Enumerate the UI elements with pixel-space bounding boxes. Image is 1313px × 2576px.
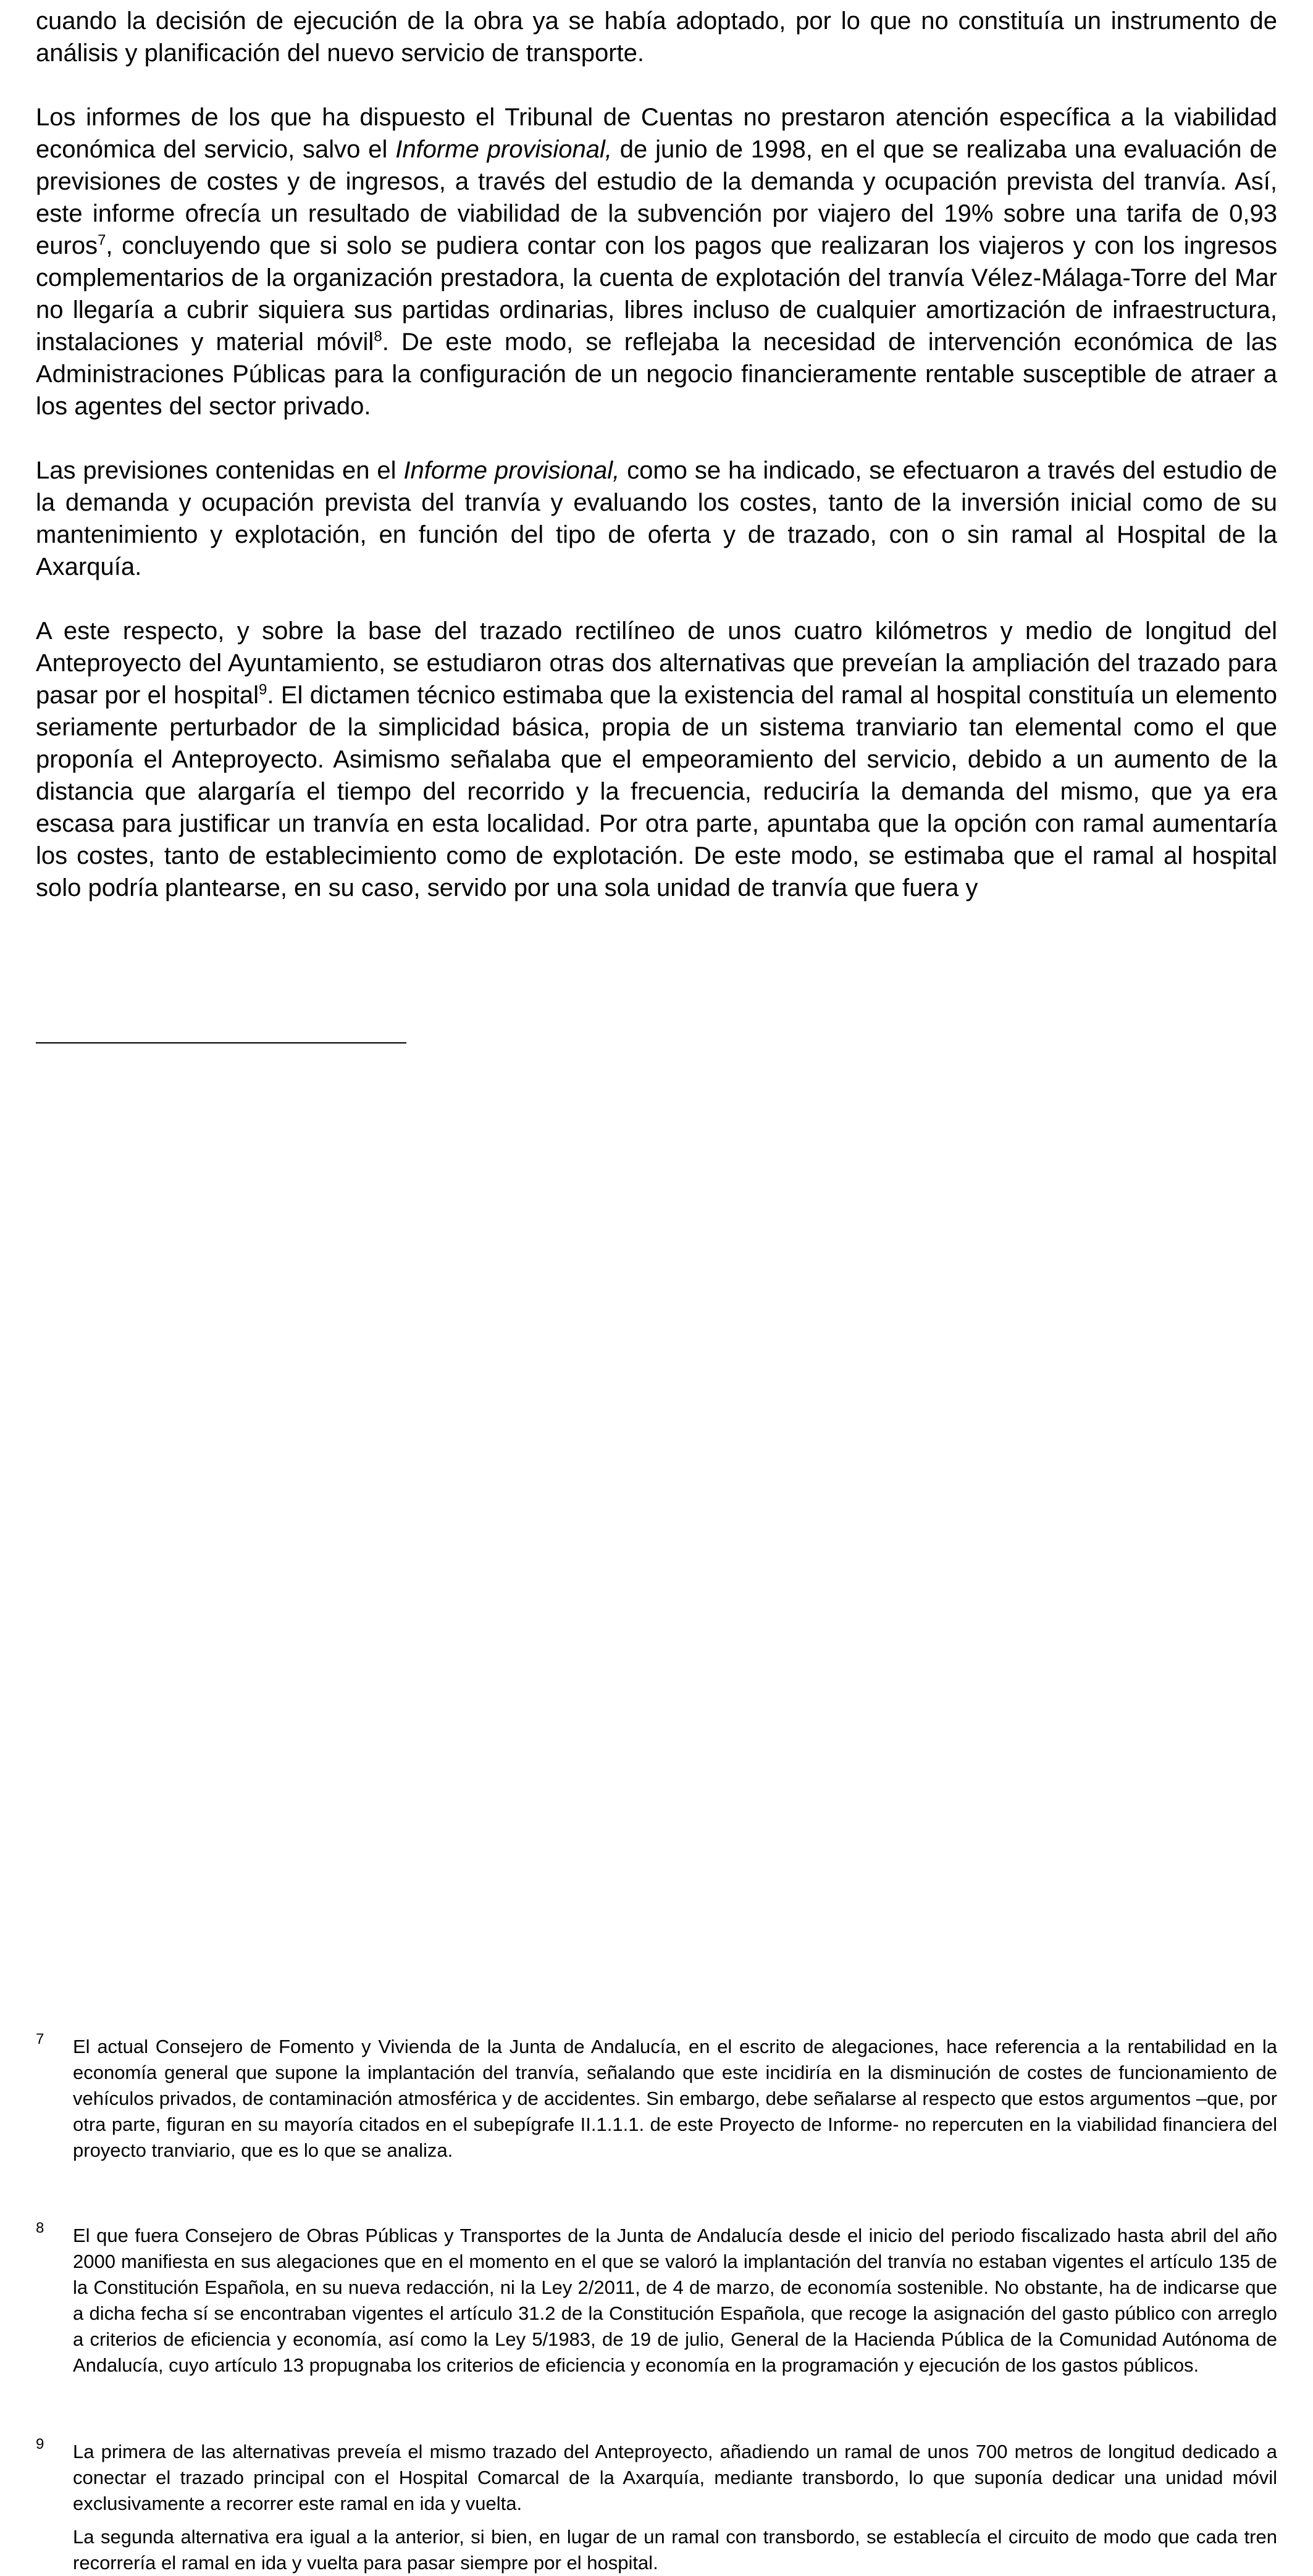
text-run: de junio de 1998, en el que se realizaba una evaluación de previsiones de costes y de ingresos, a través del estudio de la demanda y ocupación prevista del tranvía. Así, este informe ofrecía un resultado de viabilidad de la subvención por viajero del 19% sobre una tarifa de 0,93 euros xyxy=(36,136,1277,259)
footnote-paragraph: La segunda alternativa era igual a la anterior, si bien, en lugar de un ramal con transbordo, se establecía el circuito de modo que cada tren recorrería el ramal en ida y vuelta para pasar siempre por el hospital. xyxy=(73,2526,1277,2574)
italic-title: Informe provisional, xyxy=(403,457,620,484)
footnote-paragraph: La primera de las alternativas preveía el mismo trazado del Anteproyecto, añadiendo un ramal de unos 700 metros de longitud dedicado a conectar el trazado principal con el Hospital Comarcal de la Axarquía, mediante transbordo, lo que suponía dedicar una unidad móvil exclusivamente a recorrer este ramal en ida y vuelta. xyxy=(73,2441,1277,2514)
body-paragraph-1 xyxy=(36,5,1277,69)
main-body xyxy=(36,5,1277,904)
text-run: . De este modo, se reflejaba la necesidad de intervención económica de las Administraciones Públicas para la configuración de un negocio financieramente rentable susceptible de atraer a los agentes del sector privado. xyxy=(36,328,1277,420)
footnote-ref-9[interactable]: 9 xyxy=(259,681,267,698)
footnote-number: 7 xyxy=(36,2031,44,2047)
body-paragraph-3 xyxy=(36,454,1277,583)
footnote-paragraph: El actual Consejero de Fomento y Vivienda de la Junta de Andalucía, en el escrito de alegaciones, hace referencia a la rentabilidad en la economía general que supone la implantación del tranvía, señalando que este incidiría en la disminución de costes de funcionamiento de vehículos privados, de contaminación atmosférica y de accidentes. Sin embargo, debe señalarse al respecto que estos argumentos –que, por otra parte, figuran en su mayoría citados en el subepígrafe II.1.1.1. de este Proyecto de Informe- no repercuten en la viabilidad financiera del proyecto tranviario, que es lo que se analiza. xyxy=(73,2036,1277,2161)
footnote-ref-7[interactable]: 7 xyxy=(98,232,106,249)
text-run: Las previsiones contenidas en el xyxy=(36,457,404,484)
footnote-body xyxy=(73,2439,1277,2576)
footnote-paragraph: El que fuera Consejero de Obras Públicas y Transportes de la Junta de Andalucía desde el inicio del periodo fiscalizado hasta abril del año 2000 manifiesta en sus alegaciones que en el momento en el que se valoró la implantación del tranvía no estaban vigentes el artículo 135 de la Constitución Española, en su nueva redacción, ni la Ley 2/2011, de 4 de marzo, de economía sostenible. No obstante, ha de indicarse que a dicha fecha sí se encontraban vigentes el artículo 31.2 de la Constitución Española, que recoge la asignación del gasto público con arreglo a criterios de eficiencia y economía, así como la Ley 5/1983, de 19 de julio, General de la Hacienda Pública de la Comunidad Autónoma de Andalucía, cuyo artículo 13 propugnaba los criterios de eficiencia y economía en la programación y ejecución de los gastos públicos. xyxy=(73,2225,1277,2376)
footnote-body xyxy=(73,2223,1277,2378)
body-paragraph-2 xyxy=(36,101,1277,422)
footnote-number: 8 xyxy=(36,2220,44,2236)
footnote-number: 9 xyxy=(36,2436,44,2453)
body-paragraph-4 xyxy=(36,615,1277,904)
text-run: cuando la decisión de ejecución de la obra ya se había adoptado, por lo que no constituía un instrumento de análisis y planificación del nuevo servicio de transporte. xyxy=(36,7,1277,67)
footnote-ref-8[interactable]: 8 xyxy=(374,328,382,345)
footnote-8 xyxy=(36,2220,1277,2378)
text-run: Los informes de los que ha dispuesto el Tribunal de Cuentas no prestaron atención específica a la viabilidad económica del servicio, salvo el xyxy=(36,104,1277,163)
document-page xyxy=(36,0,1278,2574)
text-run: como se ha indicado, se efectuaron a través del estudio de la demanda y ocupación prevista del tranvía y evaluando los costes, tanto de la inversión inicial como de su mantenimiento y explotación, en función del tipo de oferta y de trazado, con o sin ramal al Hospital de la Axarquía. xyxy=(36,457,1278,580)
footnote-body xyxy=(73,2034,1277,2164)
footnote-7 xyxy=(36,2031,1277,2164)
text-run: , concluyendo que si solo se pudiera contar con los pagos que realizaran los viajeros y con los ingresos complementarios de la organización prestadora, la cuenta de explotación del tranvía Vélez-Málaga-Torre del Mar no llegaría a cubrir siquiera sus partidas ordinarias, libres incluso de cualquier amortización de infraestructura, instalaciones y material móvil xyxy=(36,232,1277,356)
footnote-separator xyxy=(36,1042,406,1043)
text-run: A este respecto, y sobre la base del trazado rectilíneo de unos cuatro kilómetros y medio de longitud del Anteproyecto del Ayuntamiento, se estudiaron otras dos alternativas que preveían la ampliación del trazado para pasar por el hospital xyxy=(36,617,1277,709)
footnote-9 xyxy=(36,2436,1277,2576)
italic-title: Informe provisional, xyxy=(395,136,612,163)
text-run: . El dictamen técnico estimaba que la existencia del ramal al hospital constituía un elemento seriamente perturbador de la simplicidad básica, propia de un sistema tranviario tan elemental como el que proponía el Anteproyecto. Asimismo señalaba que el empeoramiento del servicio, debido a un aumento de la distancia que alargaría el tiempo del recorrido y la frecuencia, reduciría la demanda del mismo, que ya era escasa para justificar un tranvía en esta localidad. Por otra parte, apuntaba que la opción con ramal aumentaría los costes, tanto de establecimiento como de explotación. De este modo, se estimaba que el ramal al hospital solo podría plantearse, en su caso, servido por una sola unidad de tranvía que fuera y xyxy=(36,682,1277,901)
